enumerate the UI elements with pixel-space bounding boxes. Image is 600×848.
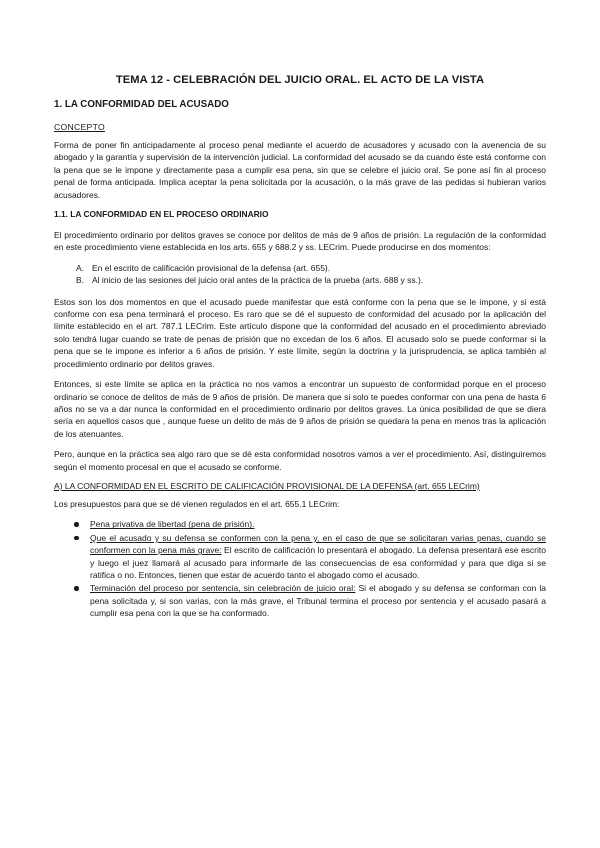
paragraph-practica: Pero, aunque en la práctica sea algo raro que se dé esta conformidad nosotros vamos a ver el procedimiento. Así, distinguiremos según el momento procesal en que el acusado se conforme. (54, 449, 546, 472)
bullet-lead: Que el acusado y su defensa se conformen con la pena y, en el caso de que se solicitaran varias penas, cuando se conformen con la pena más grave: (90, 532, 546, 556)
subsection-heading-proceso-ordinario: 1.1. LA CONFORMIDAD EN EL PROCESO ORDINARIO (54, 209, 269, 220)
bullet-text: Si el abogado y su defensa se conforman con la pena solicitada y, si son varias, con la más grave, el Tribunal termina el proceso por sentencia y el acusado pasará a cumplir esa pena con la que se ha conformado. (90, 583, 546, 619)
list-item (74, 532, 546, 582)
bullet-icon (74, 586, 79, 591)
list-item (76, 262, 546, 274)
section-heading-conformidad: 1. LA CONFORMIDAD DEL ACUSADO (54, 99, 229, 110)
presupuestos-list (54, 518, 546, 619)
bullet-icon (74, 536, 79, 541)
concept-label: CONCEPTO (54, 122, 105, 132)
list-marker: A. (76, 262, 85, 273)
list-marker: B. (76, 275, 85, 286)
document-title: TEMA 12 - CELEBRACIÓN DEL JUICIO ORAL. EL ACTO DE LA VISTA (115, 74, 485, 86)
paragraph-procedimiento-ordinario: El procedimiento ordinario por delitos graves se conoce por delitos de más de 9 años de prisión. La regulación de la conformidad en este procedimiento viene establecida en los arts. 655 y 688.2 y ss. LECrim. Puede producirse en dos momentos: (54, 230, 546, 253)
bullet-lead: Terminación del proceso por sentencia, sin celebración de juicio oral: (90, 583, 356, 594)
paragraph-limite: Entonces, si este límite se aplica en la práctica no nos vamos a encontrar un supuesto de conformidad porque en el proceso ordinario se conoce de delitos de más de 9 años de prisión. De manera que si solo te puedes conformar con una pena de hasta 6 años no se va a dar nunca la conformidad en el procedimiento ordinario por delitos graves. La única posibilidad de que se diera sería en aquellos casos que , aunque fuese un delito de más de 9 años de prisión se quedara la pena en menos tras la aplicación de los atenuantes. (54, 379, 546, 439)
bullet-lead: Pena privativa de libertad (pena de prisión). (90, 519, 255, 530)
list-item (76, 274, 546, 286)
list-item-text: Al inicio de las sesiones del juicio oral antes de la práctica de la prueba (arts. 688 y ss.). (92, 275, 424, 286)
paragraph-momentos: Estos son los dos momentos en que el acusado puede manifestar que está conforme con la pena que se le impone, y si está conforme con esa pena terminará el proceso. Es raro que se dé el supuesto de conformidad del acusado por la aplicación del límite establecido en el art. 787.1 LECrim. Este artículo dispone que la conformidad del acusado en el procedimiento abreviado solo tendrá lugar cuando se trate de penas de prisión que no excedan de los 6 años. El acusado solo se puede conformar si la pena que se le impone es inferior a 6 años de prisión. Y este límite, según la doctrina y la jurisprudencia, se aplica también al procedimiento ordinario por delitos graves. (54, 296, 546, 369)
bullet-icon (74, 522, 79, 527)
list-item (74, 582, 546, 619)
section-heading-calificacion-provisional: A) LA CONFORMIDAD EN EL ESCRITO DE CALIFICACIÓN PROVISIONAL DE LA DEFENSA (art. 655 LECrim) (54, 480, 480, 491)
moments-list (54, 262, 546, 287)
list-item-text: En el escrito de calificación provisional de la defensa (art. 655). (92, 262, 331, 273)
bullet-text: El escrito de calificación lo presentará el abogado. La defensa presentará ese escrito y luego el juez llamará al acusado para informarle de las consecuencias de esa conformidad y para que diga si se ratifica o no. Entonces, tienen que estar de acuerdo tanto el abogado como el acusado. (90, 545, 546, 580)
concept-paragraph: Forma de poner fin anticipadamente al proceso penal mediante el acuerdo de acusadores y acusado con la avenencia de su abogado y la garantía y supervisión de la intervención judicial. La conformidad del acusado se da cuando éste está conforme con la pena que se le impone y directamente pasa a cumplir esa pena, sin que se celebre el juicio oral. Se pone así fin al proceso penal de forma anticipada. Implica aceptar la pena solicitada por la acusación, o la más grave de las pedidas si hubieran varios acusadores. (54, 140, 546, 200)
paragraph-presupuestos: Los presupuestos para que se dé vienen regulados en el art. 655.1 LECrim: (54, 498, 340, 509)
list-item (74, 518, 546, 530)
